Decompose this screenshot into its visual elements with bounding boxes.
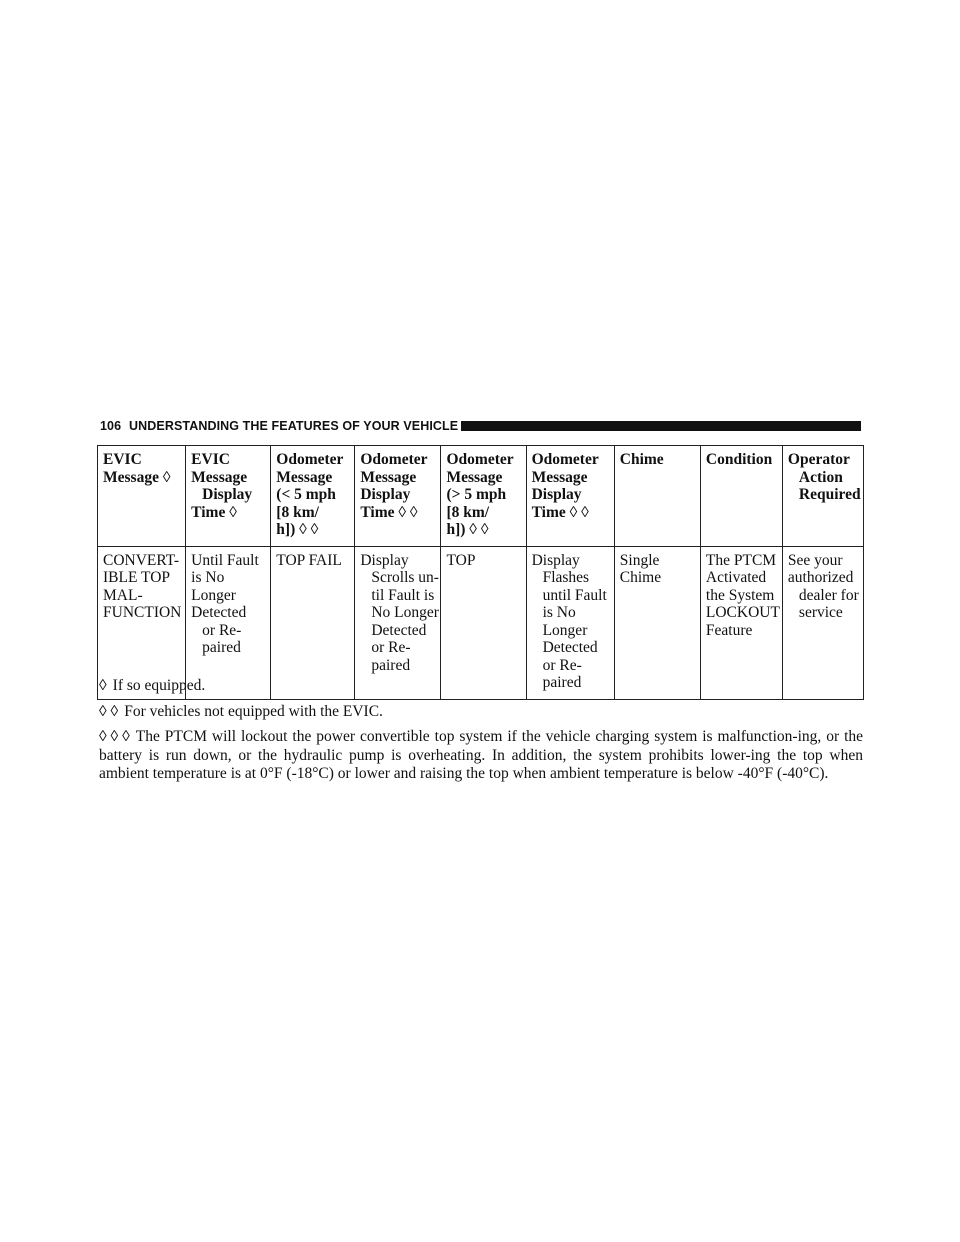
- cell-line: Flashes: [542, 569, 590, 586]
- header-line: Action: [798, 468, 843, 486]
- header-line: h]) ◊ ◊: [276, 521, 319, 538]
- header-line: Message: [531, 468, 588, 486]
- cell-line: Detected: [191, 604, 247, 621]
- header-line: Message: [191, 468, 248, 486]
- cell-line: MAL-: [103, 586, 143, 604]
- footnote-text: The PTCM will lockout the power convertible top system if the vehicle charging system is malfunction-ing, or the battery is run down, or the hydraulic pump is overheating. In addition, the system prohibits lower-ing the top when ambient temperature is at 0°F (-18°C) or lower and raising the top when ambient temperature is below -40°F (-40°C).: [99, 728, 863, 782]
- cell-line: Detected: [371, 621, 427, 639]
- cell-line: Until Fault: [191, 551, 259, 569]
- cell-line: or Re-: [542, 656, 582, 674]
- cell-line: Feature: [705, 621, 753, 639]
- cell-line: FUNCTION: [103, 604, 182, 621]
- header-line: [8 km/: [446, 503, 490, 521]
- header-line: Display: [202, 486, 253, 503]
- header-line: Time ◊ ◊: [360, 503, 418, 521]
- header-odometer-message-slow: [271, 446, 355, 547]
- header-line: EVIC: [191, 451, 230, 468]
- cell-line: TOP: [446, 551, 476, 569]
- header-line: Display: [531, 486, 582, 503]
- footnote-ptcm-lockout: [99, 728, 863, 784]
- header-line: Condition: [705, 451, 773, 468]
- cell-line: Display: [531, 551, 580, 569]
- footnote-marker: ◊ ◊: [99, 702, 119, 720]
- header-line: (> 5 mph: [446, 486, 507, 503]
- header-row: [98, 446, 864, 547]
- cell-line: Longer: [542, 621, 588, 639]
- cell-line: No Longer: [371, 604, 439, 621]
- cell-line: LOCKOUT: [705, 604, 780, 621]
- header-line: Message ◊: [103, 468, 171, 486]
- page-number: 106: [100, 419, 122, 433]
- header-line: h]) ◊ ◊: [446, 521, 489, 538]
- cell-line: dealer for: [798, 586, 859, 604]
- cell-line: paired: [542, 674, 582, 691]
- header-line: Time ◊: [191, 503, 237, 521]
- cell-line: See your: [787, 551, 843, 569]
- header-odometer-display-time-slow: [355, 446, 441, 547]
- cell-line: paired: [371, 656, 411, 674]
- header-evic-display-time: [186, 446, 271, 547]
- header-operator-action: [782, 446, 863, 547]
- cell-line: or Re-: [202, 621, 242, 639]
- cell-line: service: [798, 604, 843, 621]
- header-line: Odometer: [360, 451, 428, 468]
- cell-line: TOP FAIL: [276, 551, 342, 569]
- header-line: Display: [360, 486, 411, 503]
- footnote-no-evic: [99, 703, 863, 722]
- header-line: EVIC: [103, 451, 142, 468]
- header-line: Odometer: [276, 451, 344, 468]
- cell-line: paired: [202, 639, 241, 656]
- cell-line: CONVERT-: [103, 551, 180, 569]
- cell-line: until Fault: [542, 586, 607, 604]
- footnote-marker: ◊: [99, 677, 107, 694]
- cell-line: is No: [191, 569, 225, 586]
- header-odometer-message-fast: [441, 446, 526, 547]
- message-table: [97, 445, 864, 700]
- footnotes: [99, 677, 863, 784]
- header-line: Message: [360, 468, 417, 486]
- footnote-text: For vehicles not equipped with the EVIC.: [124, 702, 383, 720]
- section-title: UNDERSTANDING THE FEATURES OF YOUR VEHICLE: [129, 419, 459, 433]
- header-line: Chime: [619, 451, 664, 468]
- header-rule: [461, 421, 861, 431]
- cell-line: Scrolls un-: [371, 569, 439, 586]
- cell-line: The PTCM: [705, 551, 777, 569]
- header-line: Odometer: [446, 451, 514, 468]
- header-evic-message: [98, 446, 186, 547]
- page-header: [97, 417, 861, 437]
- header-odometer-display-time-fast: [526, 446, 614, 547]
- cell-line: Display: [360, 551, 409, 569]
- cell-line: is No: [542, 604, 576, 621]
- header-line: Operator: [787, 451, 850, 468]
- cell-line: Chime: [619, 569, 662, 586]
- footnote-marker: ◊ ◊ ◊: [99, 728, 130, 745]
- header-line: [8 km/: [276, 503, 319, 521]
- cell-line: the System: [705, 586, 775, 604]
- header-condition: [700, 446, 782, 547]
- cell-line: authorized: [787, 569, 854, 586]
- cell-line: til Fault is: [371, 586, 435, 604]
- footnote-text: If so equipped.: [112, 677, 206, 694]
- cell-line: Single: [619, 551, 660, 569]
- header-line: Time ◊ ◊: [531, 503, 589, 521]
- footnote-if-equipped: [99, 677, 863, 696]
- cell-line: Detected: [542, 639, 598, 656]
- header-line: Required: [798, 486, 861, 503]
- header-chime: [614, 446, 700, 547]
- header-line: Message: [276, 468, 333, 486]
- cell-line: IBLE TOP: [103, 569, 171, 586]
- cell-line: Activated: [705, 569, 767, 586]
- header-line: Message: [446, 468, 503, 486]
- cell-line: Longer: [191, 586, 236, 604]
- cell-line: or Re-: [371, 639, 411, 656]
- header-line: Odometer: [531, 451, 599, 468]
- header-line: (< 5 mph: [276, 486, 336, 503]
